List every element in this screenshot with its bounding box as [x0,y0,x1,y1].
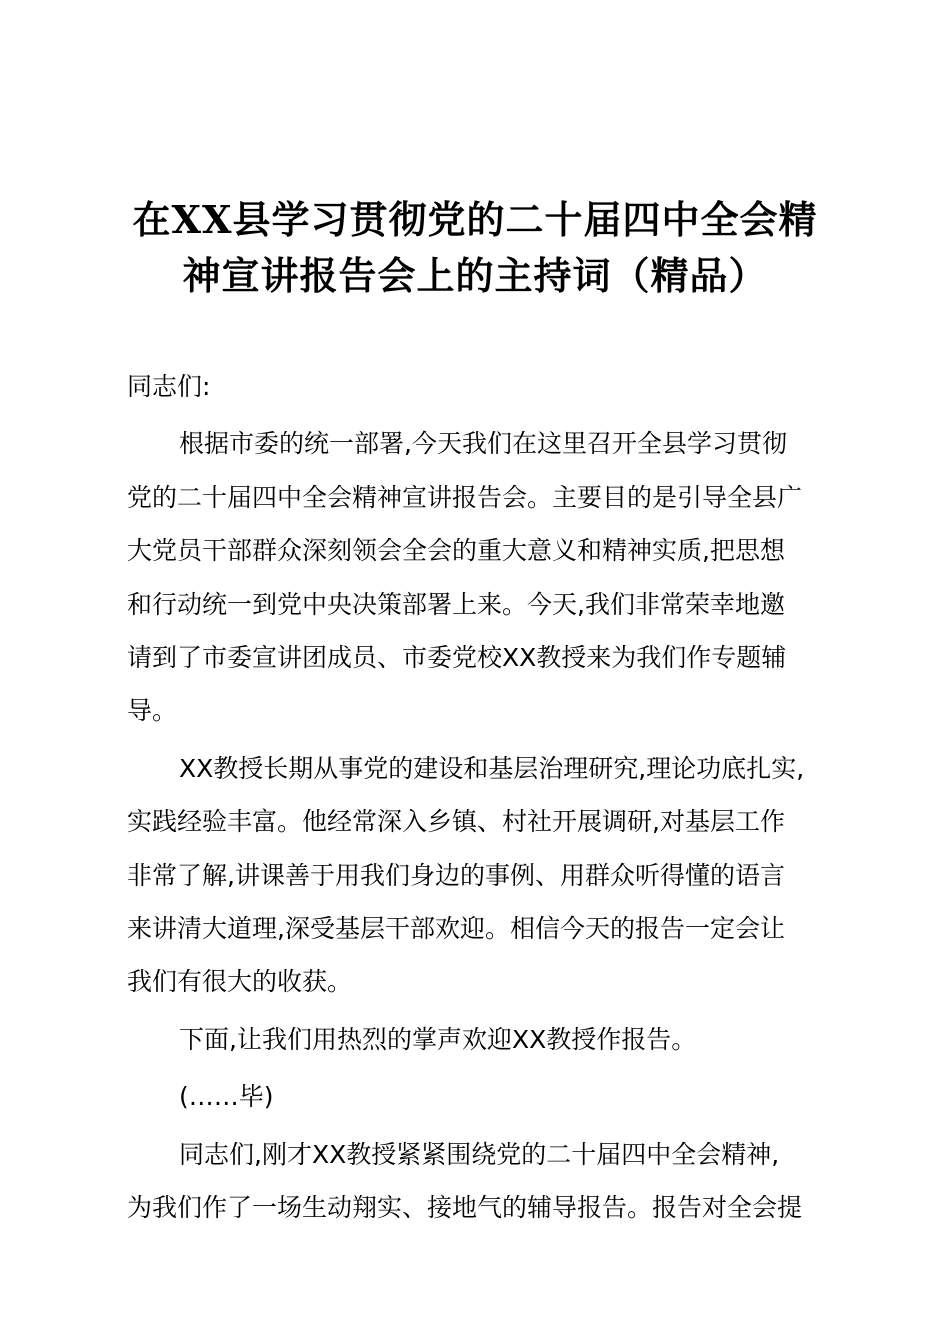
paragraph-line: 下面,让我们用热烈的掌声欢迎XX教授作报告。 [179,1024,697,1054]
paragraph-1 [127,417,827,737]
paragraph-line: 根据市委的统一部署,今天我们在这里召开全县学习贯彻 [179,429,787,459]
paragraph-3 [127,1013,827,1066]
paragraph-line: XX教授长期从事党的建设和基层治理研究,理论功底扎实, [179,753,805,783]
paragraph-line: 导。 [127,696,178,726]
paragraph-5 [127,1128,827,1235]
paragraph-4 [127,1070,827,1123]
title-line-2: 神宣讲报告会上的主持词（精品） [182,253,768,298]
paragraph-2 [127,742,827,1009]
document-title [120,192,830,304]
paragraph-line: 来讲清大道理,深受基层干部欢迎。相信今天的报告一定会让 [127,914,785,944]
salutation: 同志们: [127,372,211,401]
title-line-1: 在XX县学习贯彻党的二十届四中全会精 [132,197,818,242]
paragraph-line: 大党员干部群众深刻领会全会的重大意义和精神实质,把思想 [127,536,785,566]
paragraph-line: 党的二十届四中全会精神宣讲报告会。主要目的是引导全县广 [127,482,803,512]
paragraph-line: (……毕) [179,1082,274,1112]
paragraph-line: 同志们,刚才XX教授紧紧围绕党的二十届四中全会精神, [179,1139,780,1169]
paragraph-line: 为我们作了一场生动翔实、接地气的辅导报告。报告对全会提 [127,1193,803,1223]
paragraph-line: 和行动统一到党中央决策部署上来。今天,我们非常荣幸地邀 [127,589,785,619]
paragraph-line: 非常了解,讲课善于用我们身边的事例、用群众听得懂的语言 [127,860,785,890]
paragraph-line: 我们有很大的收获。 [127,967,353,997]
paragraph-line: 实践经验丰富。他经常深入乡镇、村社开展调研,对基层工作 [127,807,785,837]
paragraph-line: 请到了市委宣讲团成员、市委党校XX教授来为我们作专题辅 [127,643,787,673]
document-body [127,360,827,1239]
